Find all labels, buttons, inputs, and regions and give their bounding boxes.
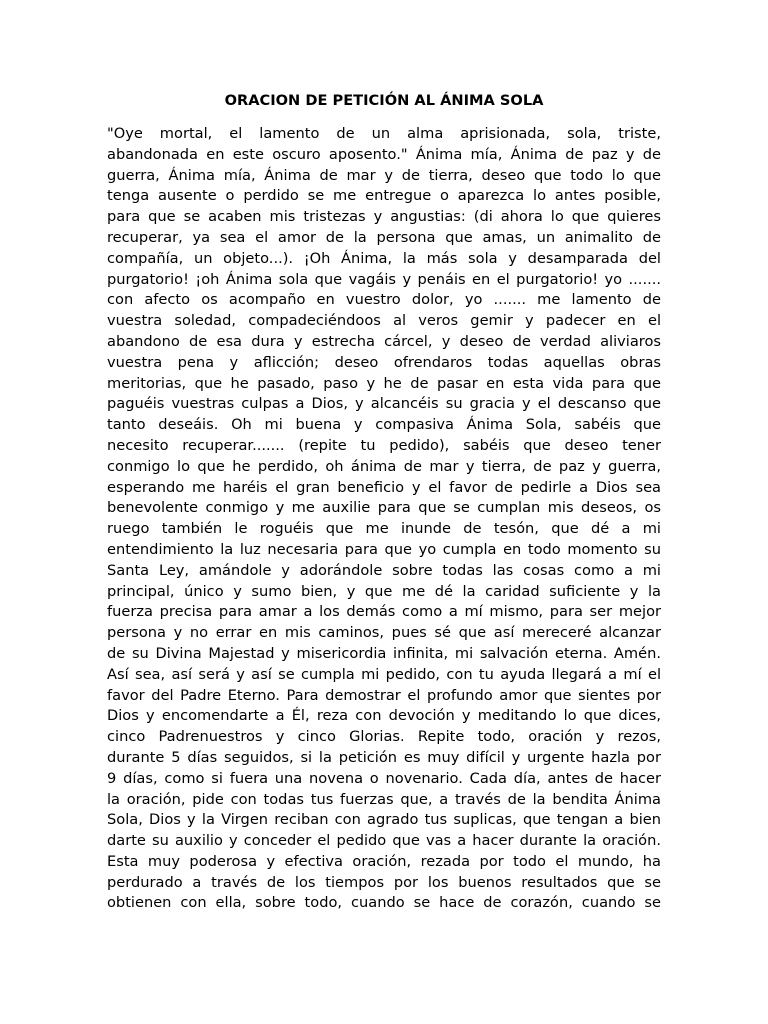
text-line: meritorias, que he pasado, paso y he de pasar en esta vida para que	[107, 374, 661, 392]
text-line: para que se acaben mis tristezas y angustias: (di ahora lo que quieres	[107, 208, 661, 226]
text-line: la oración, pide con todas tus fuerzas que, a través de la bendita Ánima	[107, 790, 661, 808]
text-line: vuestra pena y aflicción; deseo ofrendaros todas aquellas obras	[107, 353, 661, 371]
document-title: ORACION DE PETICIÓN AL ÁNIMA SOLA	[224, 92, 544, 109]
text-line: abandono de esa dura y estrecha cárcel, y deseo de verdad aliviaros	[107, 332, 661, 350]
text-line: conmigo lo que he perdido, oh ánima de mar y tierra, de paz y guerra,	[107, 457, 661, 475]
text-line: principal, único y sumo bien, y que me dé la caridad suficiente y la	[107, 582, 661, 600]
text-line: paguéis vuestras culpas a Dios, y alcancéis su gracia y el descanso que	[107, 395, 661, 413]
text-line: tenga ausente o perdido se me entregue o aparezca lo antes posible,	[107, 187, 661, 205]
text-line: persona y no errar en mis caminos, pues sé que así mereceré alcanzar	[107, 624, 661, 642]
text-line: abandonada en este oscuro aposento." Ánima mía, Ánima de paz y de	[107, 145, 661, 163]
text-line: recuperar, ya sea el amor de la persona que amas, un animalito de	[107, 228, 661, 246]
text-line: de su Divina Majestad y misericordia infinita, mi salvación eterna. Amén.	[107, 644, 661, 662]
text-line: fuerza precisa para amar a los demás como a mí mismo, para ser mejor	[107, 603, 661, 621]
text-line: esperando me haréis el gran beneficio y el favor de pedirle a Dios sea	[107, 478, 661, 496]
text-line: Así sea, así será y así se cumpla mi pedido, con tu ayuda llegará a mí el	[107, 665, 661, 683]
text-line: durante 5 días seguidos, si la petición es muy difícil y urgente hazla por	[107, 748, 661, 766]
prayer-body-text	[107, 124, 661, 914]
text-line: necesito recuperar....... (repite tu pedido), sabéis que deseo tener	[107, 436, 661, 454]
text-line: con afecto os acompaño en vuestro dolor, yo ....... me lamento de	[107, 291, 661, 309]
text-line: darte su auxilio y conceder el pedido que vas a hacer durante la oración.	[107, 832, 661, 850]
text-line: Sola, Dios y la Virgen reciban con agrado tus suplicas, que tengan a bien	[107, 811, 661, 829]
text-line: purgatorio! ¡oh Ánima sola que vagáis y penáis en el purgatorio! yo .......	[107, 270, 661, 288]
text-line: Dios y encomendarte a Él, reza con devoción y meditando lo que dices,	[107, 707, 661, 725]
text-line: "Oye mortal, el lamento de un alma aprisionada, sola, triste,	[107, 125, 661, 142]
text-line: benevolente conmigo y me auxilie para que se cumplan mis deseos, os	[107, 499, 661, 517]
text-line: 9 días, como si fuera una novena o novenario. Cada día, antes de hacer	[107, 769, 661, 787]
text-line: ruego también le roguéis que me inunde de tesón, que dé a mi	[107, 520, 661, 538]
text-line: tanto deseáis. Oh mi buena y compasiva Ánima Sola, sabéis que	[107, 416, 661, 434]
text-line: favor del Padre Eterno. Para demostrar el profundo amor que sientes por	[107, 686, 661, 704]
text-line: vuestra soledad, compadeciéndoos al veros gemir y padecer en el	[107, 312, 661, 330]
text-line: cinco Padrenuestros y cinco Glorias. Repite todo, oración y rezos,	[107, 728, 661, 746]
text-line: perdurado a través de los tiempos por los buenos resultados que se	[107, 873, 661, 891]
text-line: guerra, Ánima mía, Ánima de mar y de tierra, deseo que todo lo que	[107, 166, 661, 184]
text-line: Santa Ley, amándole y adorándole sobre todas las cosas como a mi	[107, 561, 661, 579]
text-line: compañía, un objeto...). ¡Oh Ánima, la más sola y desamparada del	[107, 249, 661, 267]
text-line: entendimiento la luz necesaria para que yo cumpla en todo momento su	[107, 540, 661, 558]
text-line: Esta muy poderosa y efectiva oración, rezada por todo el mundo, ha	[107, 852, 661, 870]
text-line: obtienen con ella, sobre todo, cuando se hace de corazón, cuando se	[107, 894, 661, 912]
